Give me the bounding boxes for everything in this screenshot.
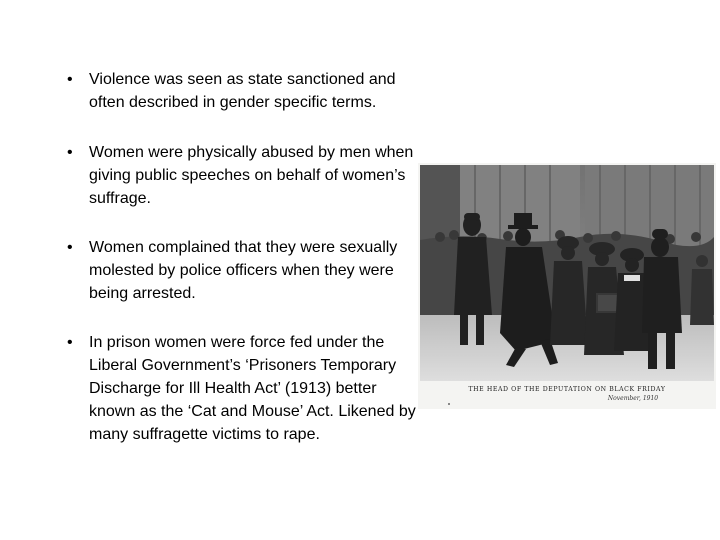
bullet-item: • In prison women were force fed under the Liberal Government’s ‘Prisoners Temporary Discharge for Ill Health Act’ (1913) better known as the ‘Cat and Mouse’ Act. Likened by many suffragette victims to rape.	[64, 331, 424, 446]
scan-speck	[448, 403, 450, 405]
photo-caption: THE HEAD OF THE DEPUTATION ON BLACK FRIDAY	[468, 386, 666, 393]
historical-photo	[418, 163, 716, 409]
bullet-item: • Women were physically abused by men when giving public speeches on behalf of women’s suffrage.	[64, 141, 424, 210]
bullet-item: • Violence was seen as state sanctioned and often described in gender specific terms.	[64, 68, 424, 114]
suffragette-crowd-photo	[420, 165, 714, 381]
bullet-item: • Women complained that they were sexually molested by police officers when they were being arrested.	[64, 236, 424, 305]
bullet-list	[64, 68, 424, 446]
photo-date: November, 1910	[607, 395, 659, 402]
